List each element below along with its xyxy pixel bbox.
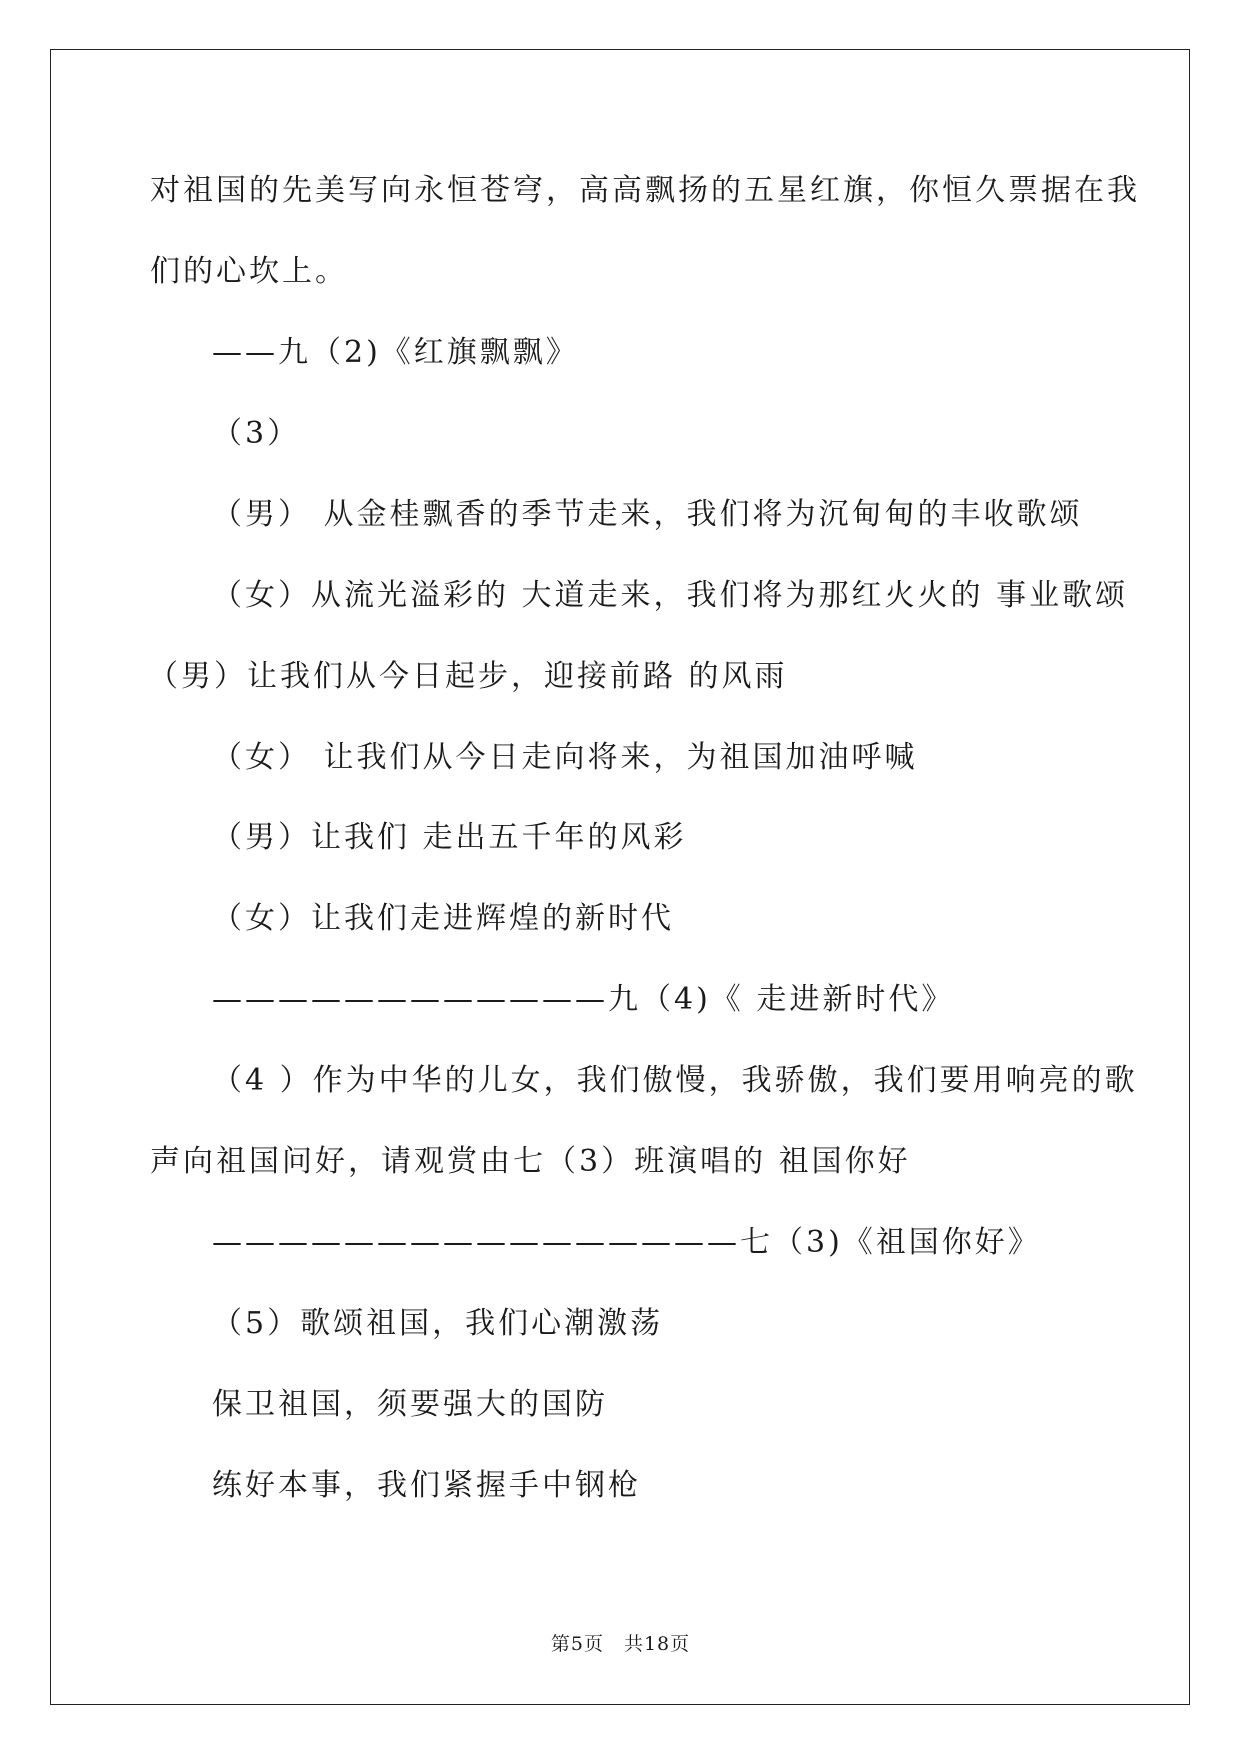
page-border	[50, 49, 1190, 1705]
dialogue-line-2: （女）从流光溢彩的 大道走来，我们将为那红火火的 事业歌颂	[212, 578, 1129, 613]
body-line-7: 练好本事，我们紧握手中钢枪	[212, 1468, 641, 1503]
body-line-1: 对祖国的先美写向永恒苍穹，高高飘扬的五星红旗，你恒久票据在我	[150, 173, 1140, 208]
dialogue-line-1: （男） 从金桂飘香的季节走来，我们将为沉甸甸的丰收歌颂	[212, 497, 1083, 532]
body-line-6: 保卫祖国，须要强大的国防	[212, 1387, 608, 1422]
body-line-5: （5）歌颂祖国，我们心潮激荡	[212, 1306, 664, 1341]
dialogue-line-5: （男）让我们 走出五千年的风彩	[212, 820, 687, 855]
attribution-line-2: ————————————九（4)《 走进新时代》	[212, 982, 955, 1017]
dialogue-line-3: （男）让我们从今日起步，迎接前路 的风雨	[148, 659, 788, 694]
attribution-line-1: ——九（2)《红旗飘飘》	[212, 335, 579, 370]
body-line-4: 声向祖国问好，请观赏由七（3）班演唱的 祖国你好	[150, 1144, 911, 1179]
attribution-line-3: ————————————————七（3)《祖国你好》	[212, 1225, 1041, 1260]
page-number: 第5页 共18页	[550, 1633, 691, 1655]
section-number-3: （3）	[212, 416, 301, 451]
dialogue-line-4: （女） 让我们从今日走向将来，为祖国加油呼喊	[212, 740, 918, 775]
dialogue-line-6: （女）让我们走进辉煌的新时代	[212, 901, 674, 936]
body-line-2: 们的心坎上。	[150, 254, 348, 289]
body-line-3: （4 ）作为中华的儿女，我们傲慢，我骄傲，我们要用响亮的歌	[212, 1063, 1138, 1098]
